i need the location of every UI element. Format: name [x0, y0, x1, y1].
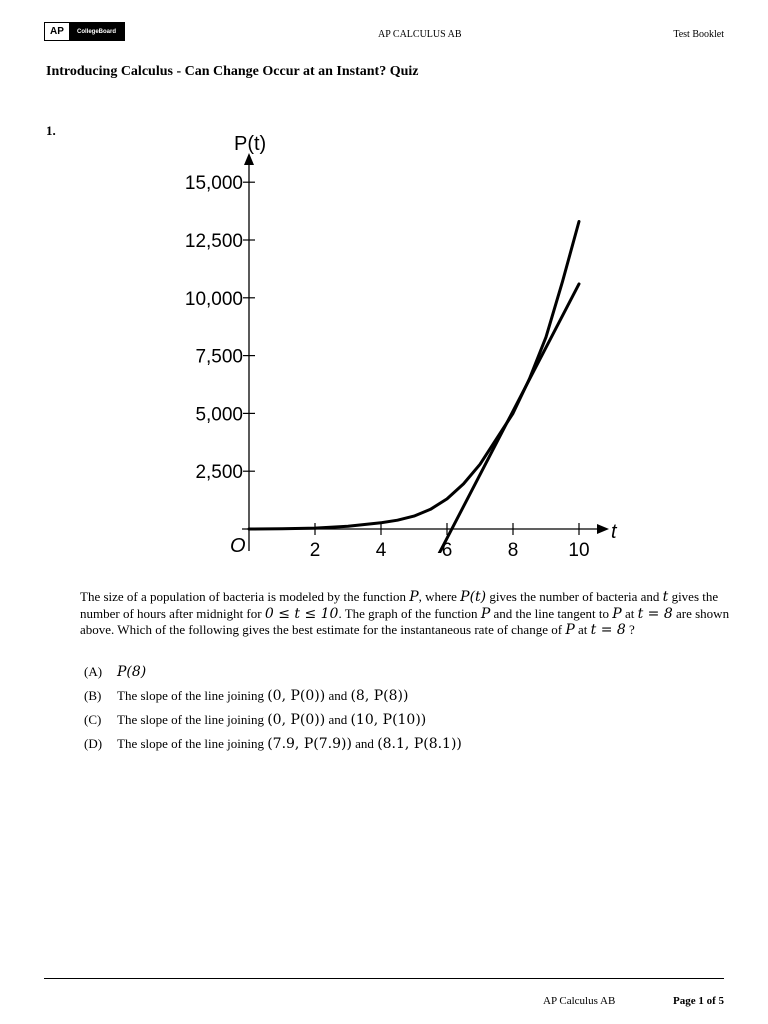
prompt-text: gives the number of bacteria and	[486, 589, 663, 604]
choice-text: The slope of the line joining	[117, 688, 268, 703]
population-curve	[249, 222, 579, 530]
header-course: AP CALCULUS AB	[378, 29, 462, 40]
prompt-math: P(t)	[460, 589, 487, 605]
choice-text	[117, 688, 408, 704]
prompt-text: at	[574, 622, 591, 637]
x-tick-label: 10	[568, 540, 590, 561]
choice-text: and	[351, 736, 378, 751]
choice-label: (B)	[84, 688, 102, 703]
choice-text: and	[325, 712, 351, 727]
prompt-text: , where	[418, 589, 461, 604]
origin-label: O	[230, 535, 246, 557]
choice-math: (7.9, P(7.9))	[267, 736, 352, 752]
answer-choice-c[interactable]	[84, 708, 724, 732]
answer-choices	[84, 660, 724, 756]
prompt-math: t	[662, 589, 669, 605]
y-tick-label: 2,500	[195, 462, 243, 484]
question-prompt	[80, 589, 730, 639]
x-tick-label: 6	[441, 540, 453, 561]
footer-page-number: Page 1 of 5	[672, 995, 724, 1007]
choice-math: (8.1, P(8.1))	[377, 736, 462, 752]
prompt-math: P	[565, 622, 575, 638]
prompt-text: . The graph of the function	[338, 605, 481, 621]
prompt-text: at	[621, 605, 638, 621]
choice-label: (C)	[84, 712, 102, 727]
prompt-text: are shown above. Which of the following gives the best estimate for the instantaneous rate of change of	[80, 605, 730, 637]
x-tick-label: 2	[309, 540, 321, 561]
ap-logo-mark: AP	[45, 23, 69, 40]
question-number: 1.	[46, 123, 56, 138]
x-tick-label: 4	[375, 540, 387, 561]
y-tick-label: 5,000	[195, 404, 243, 426]
quiz-title: Introducing Calculus - Can Change Occur at an Instant? Quiz	[46, 64, 419, 79]
choice-math: P(8)	[117, 664, 147, 680]
y-tick-label: 10,000	[184, 288, 243, 310]
ap-collegeboard-logo	[44, 22, 125, 41]
y-axis-label: P(t)	[234, 133, 267, 155]
choice-text	[117, 712, 426, 728]
prompt-text: and the line tangent to	[490, 605, 613, 621]
choice-math: (0, P(0))	[267, 712, 326, 728]
choice-math: (10, P(10))	[350, 712, 427, 728]
prompt-math: 0 ≤ t ≤ 10	[264, 605, 339, 622]
y-tick-label: 12,500	[184, 231, 243, 252]
x-tick-label: 8	[507, 540, 519, 561]
prompt-text: The size of a population of bacteria is modeled by the function	[80, 589, 410, 604]
prompt-text: gives the number of hours after midnight for	[80, 589, 719, 621]
prompt-math: t = 8	[637, 605, 673, 622]
choice-label: (A)	[84, 664, 103, 679]
answer-choice-d[interactable]	[84, 732, 724, 756]
y-tick-label: 7,500	[195, 346, 243, 368]
choice-label: (D)	[84, 736, 103, 751]
collegeboard-logo-mark: CollegeBoard	[69, 23, 124, 40]
prompt-math: P	[409, 589, 419, 605]
x-axis-label: t	[611, 521, 617, 543]
footer-course: AP Calculus AB	[543, 995, 616, 1007]
header-booklet-label: Test Booklet	[673, 29, 724, 40]
choice-text: and	[325, 688, 351, 703]
choice-math: (8, P(8))	[350, 688, 409, 704]
answer-choice-a[interactable]	[84, 660, 724, 684]
choice-text: The slope of the line joining	[117, 736, 268, 751]
choice-math: (0, P(0))	[267, 688, 326, 704]
tangent-line	[434, 284, 579, 564]
prompt-math: P	[480, 605, 491, 622]
x-axis-arrow	[597, 524, 609, 534]
prompt-math: t = 8	[590, 622, 626, 638]
choice-text: The slope of the line joining	[117, 712, 268, 727]
choice-text	[117, 736, 462, 752]
bacteria-population-graph	[170, 128, 630, 580]
page-header	[0, 0, 768, 50]
footer-divider	[44, 978, 724, 979]
prompt-math: P	[612, 605, 622, 622]
answer-choice-b[interactable]	[84, 684, 724, 708]
choice-text	[117, 664, 146, 680]
y-tick-label: 15,000	[184, 173, 243, 195]
prompt-text: ?	[625, 622, 635, 637]
